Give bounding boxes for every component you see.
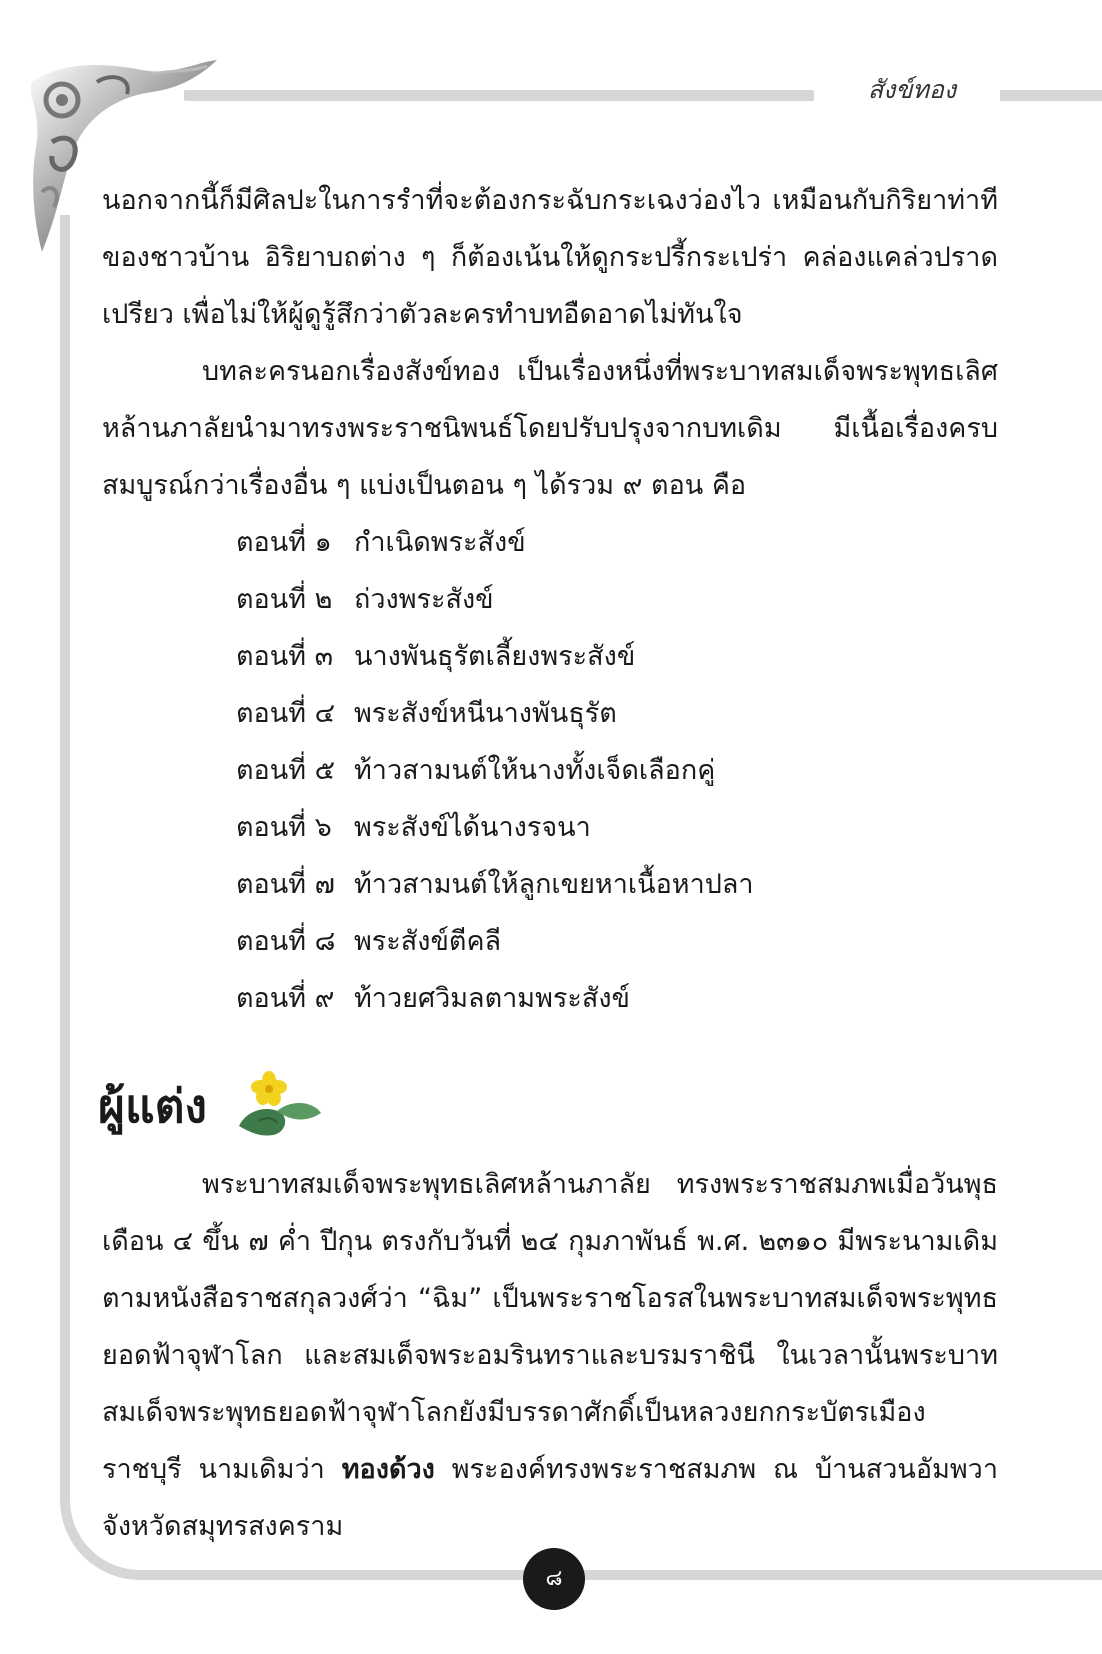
author-bold-name: ทองด้วง	[341, 1454, 435, 1485]
episode-title: นางพันธุรัตเลี้ยงพระสังข์	[354, 641, 636, 672]
episode-number: ตอนที่ ๔	[236, 698, 336, 729]
episode-number: ตอนที่ ๒	[236, 584, 333, 615]
author-text-part-1: พระบาทสมเด็จพระพุทธเลิศหล้านภาลัย ทรงพระราชสมภพเมื่อวันพุธ เดือน ๔ ขึ้น ๗ ค่ำ ปีกุน ตรงกับวันที่ ๒๔ กุมภาพันธ์ พ.ศ. ๒๓๑๐ มีพระนามเดิมตามหนังสือราชสกุลวงศ์ว่า “ฉิม” เป็นพระราชโอรสในพระบาทสมเด็จพระพุทธยอดฟ้าจุฬาโลก และสมเด็จพระอมรินทราและบรมราชินี ในเวลานั้นพระบาทสมเด็จพระพุทธยอดฟ้าจุฬาโลกยังมีบรรดาศักดิ์เป็นหลวงยกกระบัตรเมืองราชบุรี นามเดิมว่า	[102, 1169, 998, 1485]
intro-paragraph-1: นอกจากนี้ก็มีศิลปะในการรำที่จะต้องกระฉับกระเฉงว่องไว เหมือนกับกิริยาท่าทีของชาวบ้าน อิริยาบถต่าง ๆ ก็ต้องเน้นให้ดูกระปรี้กระเปร่า คล่องแคล่วปราดเปรียว เพื่อไม่ให้ผู้ดูรู้สึกว่าตัวละครทำบทอืดอาดไม่ทันใจ	[102, 185, 998, 330]
episode-number: ตอนที่ ๓	[236, 641, 334, 672]
flower-icon	[229, 1071, 325, 1141]
episode-title: ถ่วงพระสังข์	[354, 584, 494, 615]
episode-title: ท้าวสามนต์ให้ลูกเขยหาเนื้อหาปลา	[354, 869, 754, 900]
episode-title: พระสังข์ตีคลี	[354, 926, 502, 957]
header-rule-right	[1000, 90, 1102, 101]
episode-number: ตอนที่ ๘	[236, 926, 336, 957]
episode-item	[236, 514, 998, 571]
author-paragraph	[102, 1156, 998, 1555]
author-heading-text: ผู้แต่ง	[98, 1078, 207, 1133]
episode-list	[102, 514, 998, 1027]
episode-item	[236, 856, 998, 913]
frame-bottom-border	[160, 1570, 1102, 1580]
episode-item	[236, 571, 998, 628]
page-number-badge: ๘	[523, 1548, 585, 1610]
frame-left-border	[60, 215, 70, 1505]
episode-item	[236, 913, 998, 970]
episode-number: ตอนที่ ๑	[236, 527, 332, 558]
episode-number: ตอนที่ ๙	[236, 983, 335, 1014]
episode-title: ท้าวยศวิมลตามพระสังข์	[354, 983, 630, 1014]
header-rule-left	[184, 90, 814, 101]
episode-item	[236, 742, 998, 799]
episode-number: ตอนที่ ๗	[236, 869, 335, 900]
author-section-heading	[98, 1062, 998, 1142]
episode-title: ท้าวสามนต์ให้นางทั้งเจ็ดเลือกคู่	[354, 755, 716, 786]
episode-number: ตอนที่ ๖	[236, 812, 332, 843]
episode-item	[236, 970, 998, 1027]
intro-paragraph-2: บทละครนอกเรื่องสังข์ทอง เป็นเรื่องหนึ่งที่พระบาทสมเด็จพระพุทธเลิศหล้านภาลัยนำมาทรงพระราชนิพนธ์โดยปรับปรุงจากบทเดิม มีเนื้อเรื่องครบสมบูรณ์กว่าเรื่องอื่น ๆ แบ่งเป็นตอน ๆ ได้รวม ๙ ตอน คือ	[102, 356, 998, 501]
episode-title: พระสังข์หนีนางพันธุรัต	[354, 698, 617, 729]
episode-title: พระสังข์ได้นางรจนา	[354, 812, 591, 843]
episode-item	[236, 685, 998, 742]
episode-number: ตอนที่ ๕	[236, 755, 336, 786]
page-content	[98, 172, 998, 1555]
episode-item	[236, 628, 998, 685]
episode-item	[236, 799, 998, 856]
episode-title: กำเนิดพระสังข์	[354, 527, 526, 558]
running-header-title: สังข์ทอง	[867, 75, 957, 104]
author-text-part-2: พระองค์ทรงพระราชสมภพ ณ บ้านสวนอัมพวา จังหวัดสมุทรสงคราม	[102, 1454, 998, 1542]
